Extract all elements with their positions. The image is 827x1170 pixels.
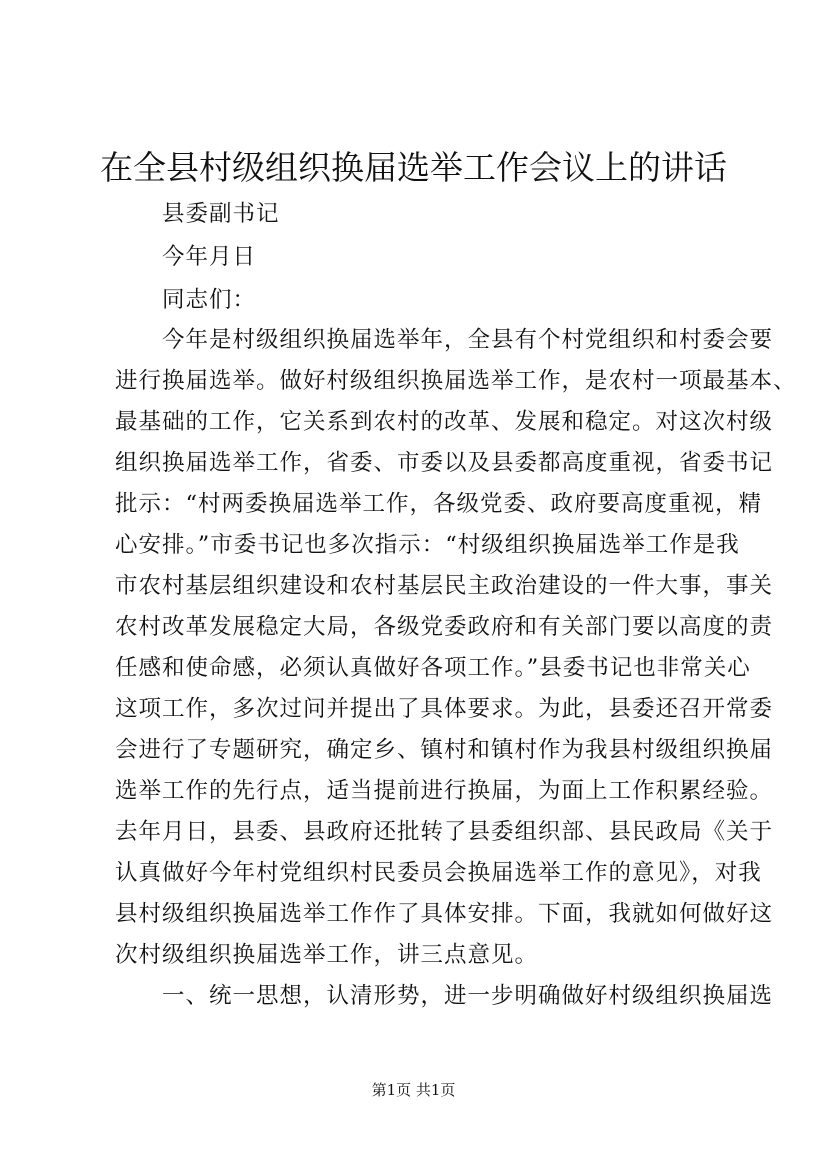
paragraph-line: 认真做好今年村党组织村民委员会换届选举工作的意见》，对我 bbox=[115, 860, 762, 886]
paragraph-line: 次村级组织换届选举工作，讲三点意见。 bbox=[115, 942, 539, 968]
section-heading-1: 一、统一思想，认清形势，进一步明确做好村级组织换届选 bbox=[162, 983, 774, 1009]
paragraph-line: 会进行了专题研究，确定乡、镇村和镇村作为我县村级组织换届 bbox=[115, 737, 774, 763]
paragraph-line: 最基础的工作，它关系到农村的改革、发展和稳定。对这次村级 bbox=[115, 409, 774, 435]
paragraph-line: 这项工作，多次过问并提出了具体要求。为此，县委还召开常委 bbox=[115, 696, 774, 722]
speaker-line: 县委副书记 bbox=[162, 201, 280, 227]
paragraph-line: 组织换届选举工作，省委、市委以及县委都高度重视，省委书记 bbox=[115, 450, 774, 476]
document-title: 在全县村级组织换届选举工作会议上的讲话 bbox=[100, 148, 727, 187]
paragraph-line: 县村级组织换届选举工作作了具体安排。下面，我就如何做好这 bbox=[115, 901, 774, 927]
paragraph-line: 任感和使命感，必须认真做好各项工作。”县委书记也非常关心 bbox=[115, 655, 751, 681]
paragraph-line: 心安排。”市委书记也多次指示：“村级组织换届选举工作是我 bbox=[115, 532, 740, 558]
page-footer: 第1页 共1页 bbox=[371, 1081, 456, 1099]
paragraph-line: 进行换届选举。做好村级组织换届选举工作，是农村一项最基本、 bbox=[115, 368, 797, 394]
paragraph-line: 市农村基层组织建设和农村基层民主政治建设的一件大事，事关 bbox=[115, 573, 774, 599]
paragraph-line: 选举工作的先行点，适当提前进行换届，为面上工作积累经验。 bbox=[115, 778, 774, 804]
paragraph-line: 今年是村级组织换届选举年，全县有个村党组织和村委会要 bbox=[162, 327, 774, 353]
paragraph-line: 批示：“村两委换届选举工作，各级党委、政府要高度重视，精 bbox=[115, 491, 763, 517]
paragraph-line: 去年月日，县委、县政府还批转了县委组织部、县民政局《关于 bbox=[115, 819, 774, 845]
date-line: 今年月日 bbox=[162, 244, 257, 270]
paragraph-line: 农村改革发展稳定大局，各级党委政府和有关部门要以高度的责 bbox=[115, 614, 774, 640]
salutation-line: 同志们： bbox=[162, 287, 257, 313]
